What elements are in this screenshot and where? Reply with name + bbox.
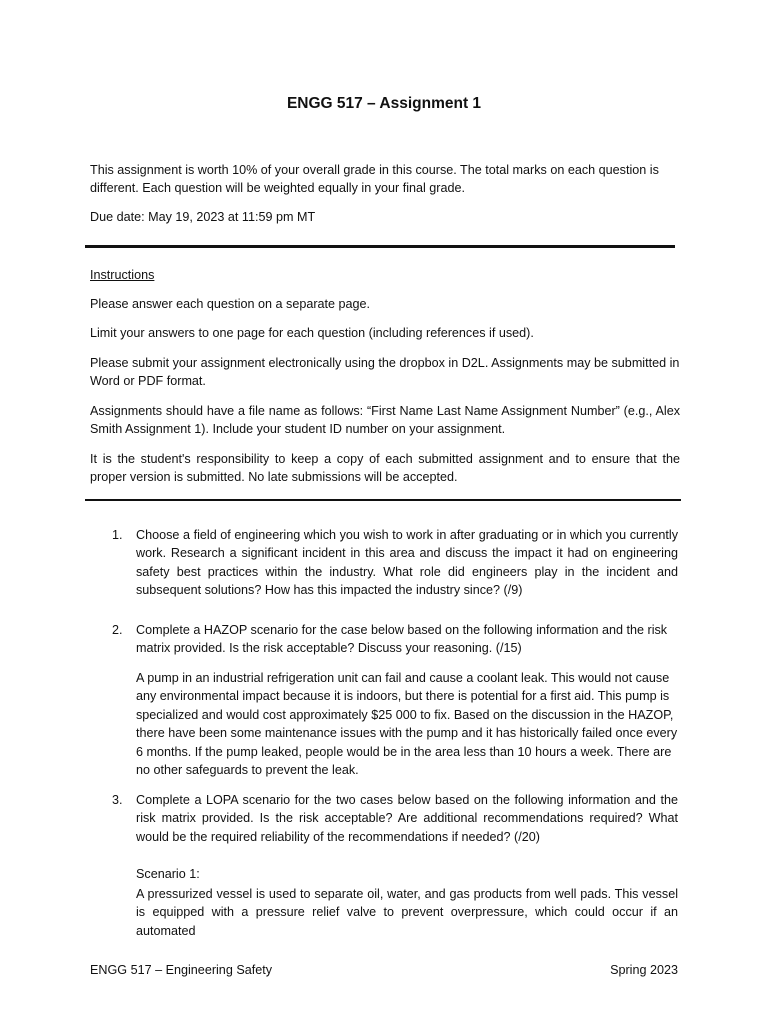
due-date: Due date: May 19, 2023 at 11:59 pm MT	[90, 210, 316, 224]
scenario-label: Scenario 1:	[136, 867, 200, 881]
instruction-item	[90, 450, 680, 487]
instruction-text: Limit your answers to one page for each question (including references if used).	[90, 326, 534, 340]
question-number: 2.	[112, 623, 123, 637]
scenario-text: A pressurized vessel is used to separate oil, water, and gas products from well pads. This vessel is equipped with a pressure relief valve to prevent overpressure, which could occur if an automated	[136, 887, 678, 938]
question-text: Complete a HAZOP scenario for the case below based on the following information and the risk matrix provided. Is the risk acceptable? Discuss your reasoning. (/15)	[136, 623, 668, 656]
question-number: 1.	[112, 528, 123, 542]
question-2-case	[136, 669, 678, 779]
instruction-item	[90, 402, 680, 439]
footer-course: ENGG 517 – Engineering Safety	[90, 963, 273, 977]
question-number: 3.	[112, 793, 123, 807]
question-1	[136, 526, 678, 600]
intro-paragraph: This assignment is worth 10% of your overall grade in this course. The total marks on each question is different. Each question will be weighted equally in your final grade.	[90, 163, 659, 196]
scenario-text-block	[136, 885, 678, 940]
question-text: Choose a field of engineering which you wish to work in after graduating or in which you currently work. Research a significant incident in this area and discuss the impact it had on engineering safety best practices within the industry. What role did engineers play in the incident and subsequent solutions? How has this impacted the industry since? (/9)	[136, 528, 678, 598]
section-divider-thick	[85, 245, 675, 248]
case-description: A pump in an industrial refrigeration unit can fail and cause a coolant leak. This would not cause any environmental impact because it is indoors, but there is potential for a first aid. This pump is specialized and would cost approximately $25 000 to fix. Based on the discussion in the HAZOP, there have been some maintenance issues with the pump and it has historically failed once every 6 months. If the pump leaked, people would be in the area less than 10 hours a week. There are no other safeguards to prevent the leak.	[136, 671, 678, 778]
instruction-item	[90, 295, 680, 313]
instruction-text: Assignments should have a file name as follows: “First Name Last Name Assignment Number” (e.g., Alex Smith Assignment 1). Include your student ID number on your assignment.	[90, 404, 680, 437]
instructions-heading: Instructions	[90, 268, 155, 282]
question-3	[136, 791, 678, 846]
instruction-text: It is the student's responsibility to keep a copy of each submitted assignment and to ensure that the proper version is submitted. No late submissions will be accepted.	[90, 452, 680, 485]
instructions-heading-block	[90, 266, 680, 284]
scenario-label-block	[136, 865, 678, 883]
section-divider-thin	[85, 499, 681, 501]
question-text: Complete a LOPA scenario for the two cases below based on the following information and the risk matrix provided. Is the risk acceptable? Are additional recommendations required? What would be the required reliability of the recommendations if needed? (/20)	[136, 793, 678, 844]
intro-section	[90, 161, 680, 198]
instruction-text: Please submit your assignment electronically using the dropbox in D2L. Assignments may be submitted in Word or PDF format.	[90, 356, 680, 389]
page-title: ENGG 517 – Assignment 1	[286, 95, 482, 112]
instruction-item	[90, 324, 680, 342]
instruction-item	[90, 354, 680, 391]
footer-term: Spring 2023	[610, 963, 678, 977]
due-date-block	[90, 208, 680, 226]
instruction-text: Please answer each question on a separate page.	[90, 297, 371, 311]
question-2	[136, 621, 678, 658]
